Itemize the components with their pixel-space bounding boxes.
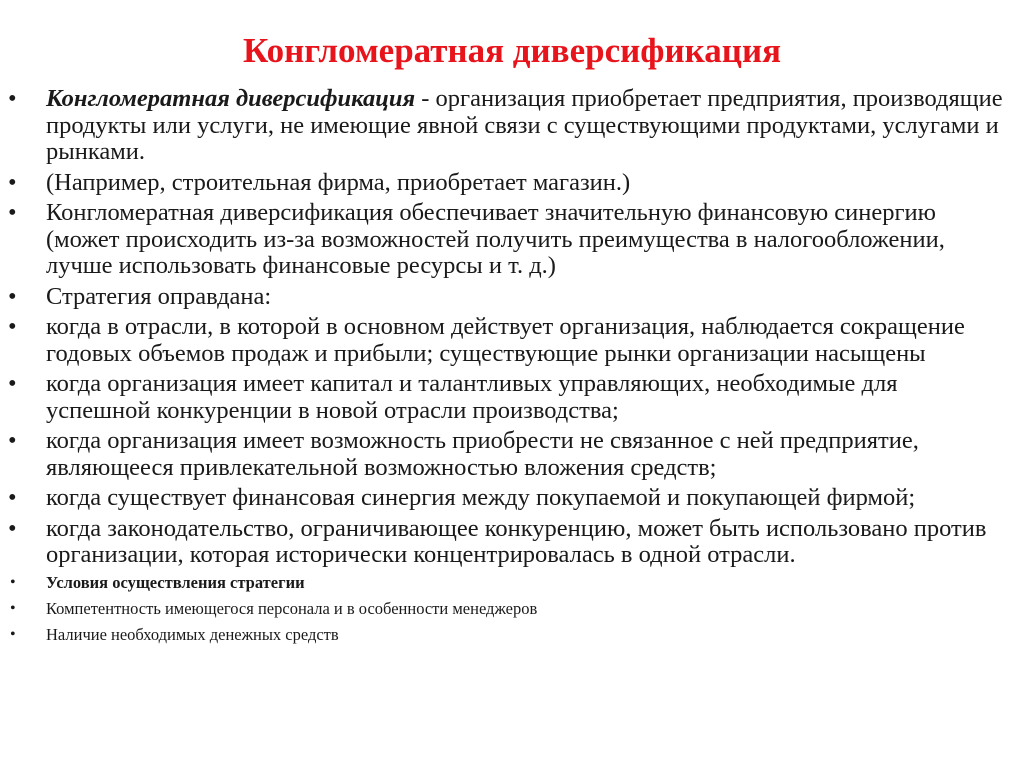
- bullet-icon: •: [8, 514, 17, 542]
- list-item-text: когда в отрасли, в которой в основном действует организация, наблюдается сокращение годовых объемов продаж и прибыли; существующие рынки организации насыщены: [46, 313, 965, 367]
- bullet-icon: •: [8, 85, 17, 112]
- list-item: [0, 284, 1024, 311]
- list-item-text: Стратегия оправдана:: [46, 282, 272, 310]
- bullet-icon: •: [8, 199, 17, 226]
- list-item-small: [0, 599, 1024, 619]
- list-item-text: Компетентность имеющегося персонала и в особенности менеджеров: [46, 598, 538, 618]
- list-item: [0, 314, 1024, 367]
- list-item-text: (Например, строительная фирма, приобретает магазин.): [46, 168, 631, 196]
- definition-term: Конгломератная диверсификация: [46, 85, 416, 112]
- bullet-icon: •: [8, 168, 17, 196]
- bullet-icon: •: [8, 313, 17, 340]
- list-item: [0, 516, 1024, 569]
- list-item: [0, 371, 1024, 424]
- list-item-text: когда существует финансовая синергия между покупаемой и покупающей фирмой;: [46, 484, 916, 511]
- bullet-icon: •: [8, 427, 17, 454]
- bullet-icon: •: [10, 625, 16, 643]
- bullet-icon: •: [8, 484, 17, 511]
- bullet-icon: •: [8, 370, 17, 397]
- list-item: [0, 86, 1024, 166]
- list-item: [0, 428, 1024, 481]
- section-heading: Условия осуществления стратегии: [46, 572, 305, 592]
- list-item: [0, 485, 1024, 512]
- list-item: [0, 170, 1024, 197]
- slide-title: Конгломератная диверсификация: [242, 31, 782, 70]
- list-item-text: когда организация имеет капитал и талантливых управляющих, необходимые для успешной конкуренции в новой отрасли производства;: [46, 370, 898, 424]
- list-item-small: [0, 573, 1024, 593]
- definition-text: - организация приобретает предприятия, производящие продукты или услуги, не имеющие явной связи с существующими продуктами, услугами и рынками.: [46, 85, 1003, 165]
- bullet-icon: •: [10, 599, 16, 617]
- list-item-text: Наличие необходимых денежных средств: [46, 624, 339, 644]
- list-item-text: Конгломератная диверсификация обеспечивает значительную финансовую синергию (может происходить из-за возможностей получить преимущества в налогообложении, лучше использовать финансовые ресурсы и т. д.): [46, 199, 945, 279]
- list-item: [0, 200, 1024, 280]
- list-item-text: когда организация имеет возможность приобрести не связанное с ней предприятие, являющееся привлекательной возможностью вложения средств;: [46, 427, 919, 481]
- bullet-list: [0, 86, 1024, 651]
- bullet-icon: •: [8, 282, 17, 310]
- bullet-icon: •: [10, 573, 16, 591]
- list-item-small: [0, 625, 1024, 645]
- list-item-text: когда законодательство, ограничивающее конкуренцию, может быть использовано против организации, которая исторически концентрировалась в одной отрасли.: [46, 514, 987, 568]
